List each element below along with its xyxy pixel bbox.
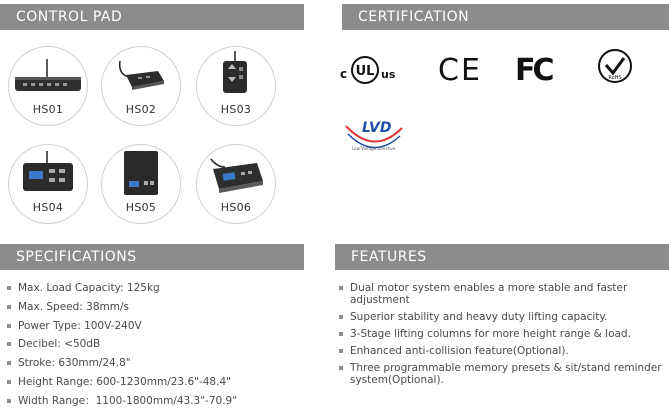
ce-certification-logo — [436, 50, 486, 86]
bullet-icon — [339, 332, 343, 336]
control-pad-hs03 — [196, 46, 276, 126]
feature-item — [338, 345, 668, 357]
spec-item — [6, 335, 306, 354]
feature-item — [338, 282, 668, 306]
control-pad-hs06 — [196, 144, 276, 224]
lvd-icon — [340, 108, 410, 156]
svg-text:CE: CE — [438, 53, 482, 86]
bullet-icon — [7, 305, 11, 309]
hs03-label: HS03 — [220, 103, 252, 116]
bullet-icon — [7, 399, 11, 403]
feature-text: Superior stability and heavy duty lifting capacity. — [350, 311, 608, 323]
spec-text: Decibel: <50dB — [18, 338, 101, 351]
bullet-icon — [339, 366, 343, 370]
feature-item — [338, 362, 668, 386]
ce-icon — [436, 50, 486, 86]
feature-text: Enhanced anti-collision feature(Optional). — [350, 345, 569, 357]
ul-icon — [338, 48, 408, 88]
spec-text: Height Range: 600-1230mm/23.6"-48.4" — [18, 375, 231, 388]
bullet-icon — [7, 361, 11, 365]
rohs-certification-logo — [596, 46, 636, 86]
certification-header: CERTIFICATION — [342, 4, 669, 30]
lvd-certification-logo — [340, 108, 410, 156]
specifications-list — [6, 279, 306, 411]
svg-text:Low Voltage Directive: Low Voltage Directive — [352, 146, 396, 151]
spec-text: Stroke: 630mm/24.8" — [18, 357, 131, 370]
spec-text: Max. Load Capacity: 125kg — [18, 282, 160, 294]
spec-item — [6, 373, 306, 392]
feature-item — [338, 311, 668, 323]
hs02-label: HS02 — [125, 103, 157, 116]
svg-text:FC: FC — [515, 53, 552, 86]
feature-item — [338, 328, 668, 340]
svg-text:UL: UL — [355, 64, 375, 79]
bullet-icon — [339, 286, 343, 290]
bullet-icon — [339, 315, 343, 319]
bullet-icon — [339, 349, 343, 353]
spec-item — [6, 298, 306, 317]
spec-item — [6, 279, 306, 298]
hs05-label: HS05 — [125, 201, 157, 214]
spec-item — [6, 392, 306, 411]
rohs-icon — [596, 46, 636, 86]
spec-text: Max. Speed: 38mm/s — [18, 300, 129, 313]
feature-text: Dual motor system enables a more stable and faster adjustment — [350, 282, 628, 306]
bullet-icon — [7, 324, 11, 328]
control-pad-header: CONTROL PAD — [0, 4, 304, 30]
spec-item — [6, 317, 306, 336]
control-pad-hs04 — [8, 144, 88, 224]
svg-text:us: us — [381, 68, 396, 81]
hs06-label: HS06 — [220, 201, 252, 214]
svg-text:c: c — [340, 67, 348, 81]
bullet-icon — [7, 342, 11, 346]
hs01-label: HS01 — [32, 103, 64, 116]
fcc-icon — [515, 50, 565, 86]
control-pad-hs02 — [101, 46, 181, 126]
control-pad-hs05 — [101, 144, 181, 224]
bullet-icon — [7, 286, 11, 290]
spec-item — [6, 354, 306, 373]
ul-certification-logo — [338, 48, 408, 88]
fcc-certification-logo — [515, 50, 565, 86]
feature-text: 3-Stage lifting columns for more height range & load. — [350, 328, 631, 340]
features-list — [338, 282, 668, 391]
features-header: FEATURES — [335, 244, 669, 270]
svg-text:LVD: LVD — [362, 120, 392, 136]
spec-text: Power Type: 100V-240V — [18, 319, 142, 332]
control-pad-hs01 — [8, 46, 88, 126]
bullet-icon — [7, 380, 11, 384]
svg-text:RoHS: RoHS — [608, 75, 622, 81]
hs04-label: HS04 — [32, 201, 64, 214]
specifications-header: SPECIFICATIONS — [0, 244, 304, 270]
spec-text: Width Range：1100-1800mm/43.3"-70.9" — [18, 394, 238, 407]
feature-text: Three programmable memory presets & sit/stand reminder system(Optional). — [350, 362, 662, 386]
